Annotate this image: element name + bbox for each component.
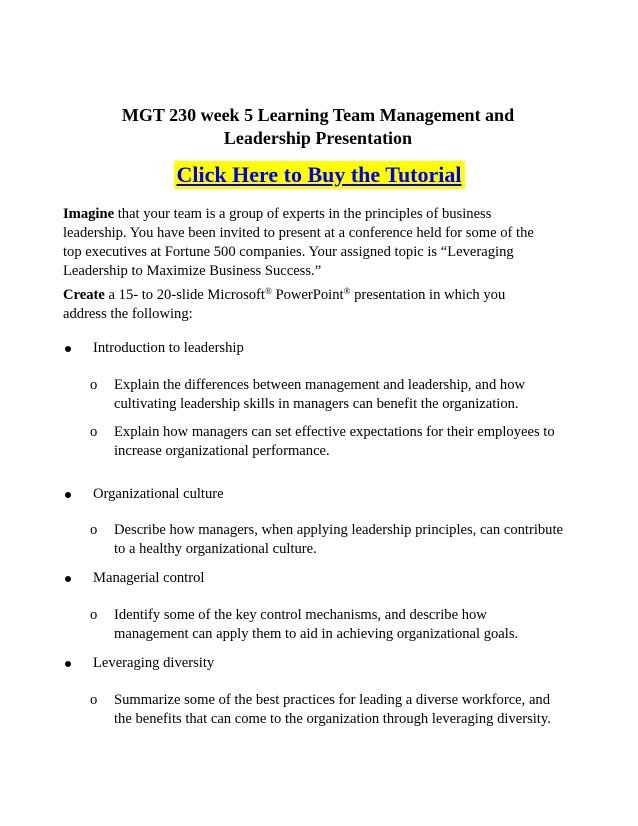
circle-marker-icon: o: [90, 607, 98, 623]
bullet-heading: Managerial control: [93, 570, 205, 586]
bullet-heading: Organizational culture: [93, 486, 224, 502]
intro-lead: Imagine: [63, 206, 115, 222]
bullet-dot-icon: [65, 346, 71, 352]
buy-tutorial-link[interactable]: Click Here to Buy the Tutorial: [174, 161, 465, 189]
sub-item-line-2: cultivating leadership skills in managers can benefit the organization.: [114, 396, 519, 412]
sub-item-line-1: Summarize some of the best practices for leading a diverse workforce, and: [114, 692, 551, 708]
circle-marker-icon: o: [90, 522, 98, 538]
bullet-dot-icon: [65, 492, 71, 498]
sub-item-line-1: Describe how managers, when applying leadership principles, can contribute: [114, 522, 564, 538]
bullet-heading: Leveraging diversity: [93, 655, 215, 671]
create-line-2: address the following:: [63, 306, 193, 322]
registered-mark-2: ®: [343, 286, 351, 296]
bullet-heading: Introduction to leadership: [93, 340, 244, 356]
create-lead: Create: [63, 287, 105, 303]
sub-item-line-1: Identify some of the key control mechanisms, and describe how: [114, 607, 487, 623]
circle-marker-icon: o: [90, 692, 98, 708]
cta-container: [0, 161, 638, 189]
create-text-a: a 15- to 20-slide Microsoft: [104, 287, 265, 303]
sub-item-line-2: to a healthy organizational culture.: [114, 541, 317, 557]
create-text-b: PowerPoint: [271, 287, 344, 303]
title-line-1: MGT 230 week 5 Learning Team Management and: [121, 105, 515, 125]
intro-line-2: leadership. You have been invited to present at a conference held for some of the: [63, 225, 534, 241]
bullet-dot-icon: [65, 576, 71, 582]
sub-item-line-1: Explain the differences between management and leadership, and how: [114, 377, 526, 393]
circle-marker-icon: o: [90, 424, 98, 440]
intro-line-4: Leadership to Maximize Business Success.”: [63, 263, 322, 279]
page-title: [90, 104, 546, 150]
intro-paragraph: [63, 205, 583, 281]
title-line-2: Leadership Presentation: [223, 128, 413, 148]
intro-line-3: top executives at Fortune 500 companies. Your assigned topic is “Leveraging: [63, 244, 514, 260]
intro-line-1: that your team is a group of experts in the principles of business: [114, 206, 492, 222]
create-text-c: presentation in which you: [350, 287, 506, 303]
sub-item-line-2: increase organizational performance.: [114, 443, 330, 459]
create-paragraph: [63, 286, 583, 324]
sub-item-line-2: management can apply them to aid in achieving organizational goals.: [114, 626, 519, 642]
bullet-dot-icon: [65, 661, 71, 667]
registered-mark-1: ®: [264, 286, 272, 296]
sub-item-line-2: the benefits that can come to the organization through leveraging diversity.: [114, 711, 551, 727]
sub-item-line-1: Explain how managers can set effective expectations for their employees to: [114, 424, 555, 440]
circle-marker-icon: o: [90, 377, 98, 393]
